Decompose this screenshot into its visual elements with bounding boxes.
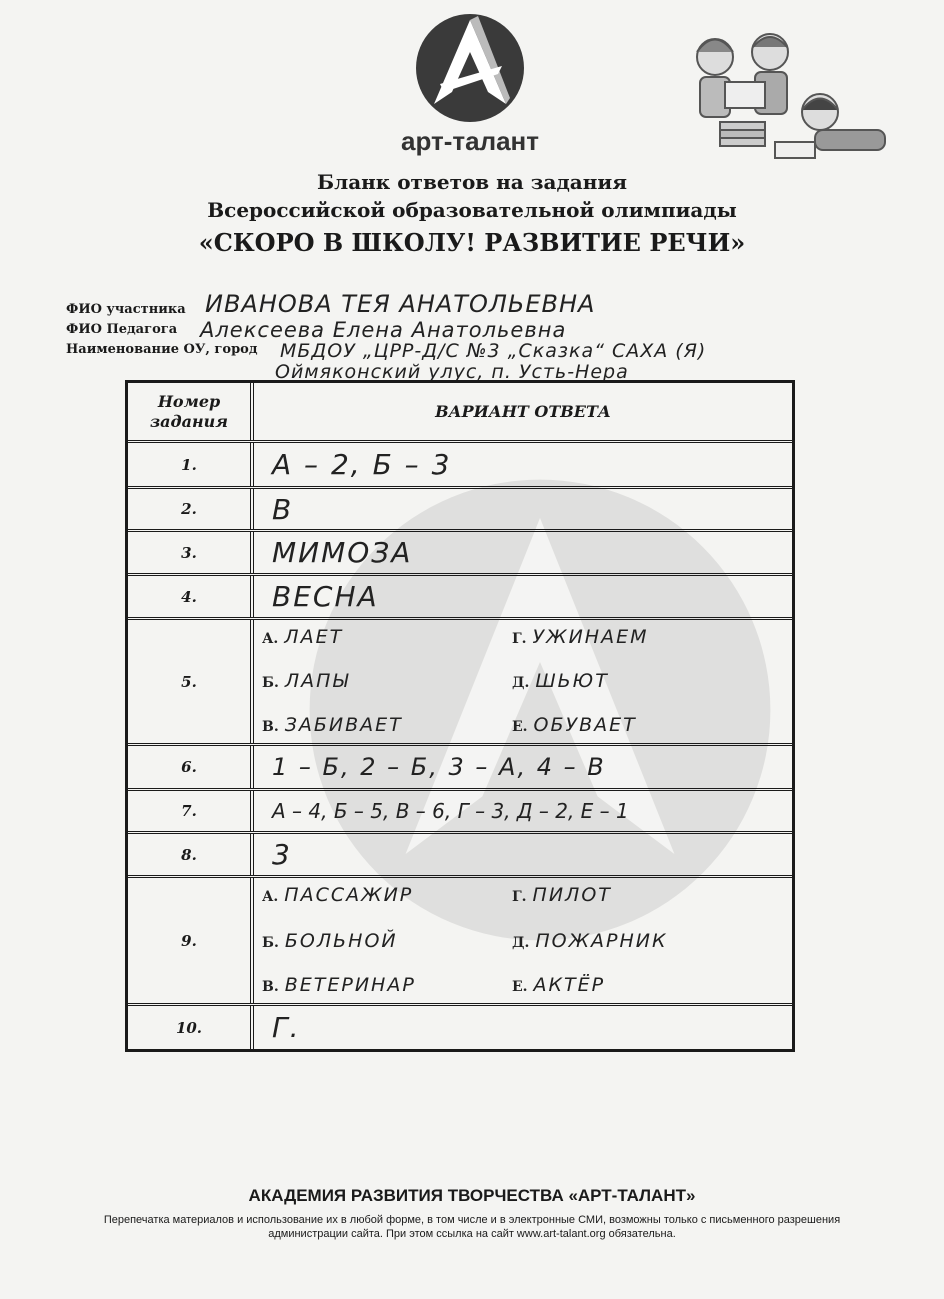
answer-value: В — [272, 492, 294, 526]
answer-value: МИМОЗА — [272, 536, 413, 569]
task-number: 3. — [128, 532, 254, 573]
table-header-row — [128, 383, 792, 443]
task-number: 4. — [128, 576, 254, 617]
column-header-answer: ВАРИАНТ ОТВЕТА — [435, 402, 611, 421]
answer-value: А. ЛАЕТ Г. УЖИНАЕМ Б. ЛАПЫ Д. ШЬЮТ В. ЗАБИВАЕТ Е. ОБУВАЕТ — [262, 626, 649, 736]
teacher-label: ФИО Педагога — [66, 322, 178, 337]
footer-note: Перепечатка материалов и использование их в любой форме, в том числе и в электронные СМИ, возможны только с письменного разрешения администрации сайта. При этом ссылка на сайт www.art-talant.org обязательна. — [103, 1214, 841, 1240]
logo-text: арт-талант — [401, 126, 539, 156]
column-header-num: Номер задания — [128, 383, 254, 440]
org-label: Наименование ОУ, город — [66, 342, 258, 357]
task-number: 8. — [128, 834, 254, 875]
fio-label: ФИО участника — [66, 302, 186, 317]
form-title-line1: Бланк ответов на задания — [317, 170, 627, 194]
fio-value: ИВАНОВА ТЕЯ АНАТОЛЬЕВНА — [205, 290, 596, 318]
answer-value: Г. — [272, 1011, 301, 1044]
answer-table — [125, 380, 795, 1052]
teacher-value: Алексеева Елена Анатольевна — [200, 318, 567, 342]
task-number: 2. — [128, 489, 254, 529]
table-row — [128, 878, 792, 1006]
org-value-line2: Оймяконский улус, п. Усть-Нера — [275, 361, 629, 383]
task-number: 9. — [128, 878, 254, 1003]
answer-value: ВЕСНА — [272, 580, 379, 613]
answer-value: А – 2, Б – 3 — [272, 448, 452, 481]
org-value-line1: МБДОУ „ЦРР-Д/С №3 „Сказка“ САХА (Я) — [280, 340, 707, 362]
answer-value: 3 — [272, 838, 292, 871]
table-row — [128, 834, 792, 878]
form-title-line2: Всероссийской образовательной олимпиады — [207, 198, 737, 222]
table-row — [128, 620, 792, 746]
table-row — [128, 489, 792, 532]
table-row — [128, 576, 792, 620]
form-title-line3: «СКОРО В ШКОЛУ! РАЗВИТИЕ РЕЧИ» — [198, 228, 746, 257]
answer-value: А. ПАССАЖИР Г. ПИЛОТ Б. БОЛЬНОЙ Д. ПОЖАРНИК В. ВЕТЕРИНАР Е. АКТЁР — [262, 884, 668, 996]
table-row — [128, 746, 792, 791]
task-number: 5. — [128, 620, 254, 743]
task-number: 6. — [128, 746, 254, 788]
table-row — [128, 532, 792, 576]
answer-value: А – 4, Б – 5, В – 6, Г – 3, Д – 2, Е – 1 — [272, 799, 629, 823]
table-row — [128, 791, 792, 834]
task-number: 7. — [128, 791, 254, 831]
table-row — [128, 1006, 792, 1049]
answer-value: 1 – Б, 2 – Б, 3 – А, 4 – В — [272, 753, 606, 781]
children-reading-illustration — [665, 22, 895, 167]
task-number: 1. — [128, 443, 254, 486]
table-row — [128, 443, 792, 489]
art-talant-logo-icon — [410, 8, 530, 128]
footer-title: АКАДЕМИЯ РАЗВИТИЯ ТВОРЧЕСТВА «АРТ-ТАЛАНТ» — [248, 1186, 696, 1205]
task-number: 10. — [128, 1006, 254, 1049]
